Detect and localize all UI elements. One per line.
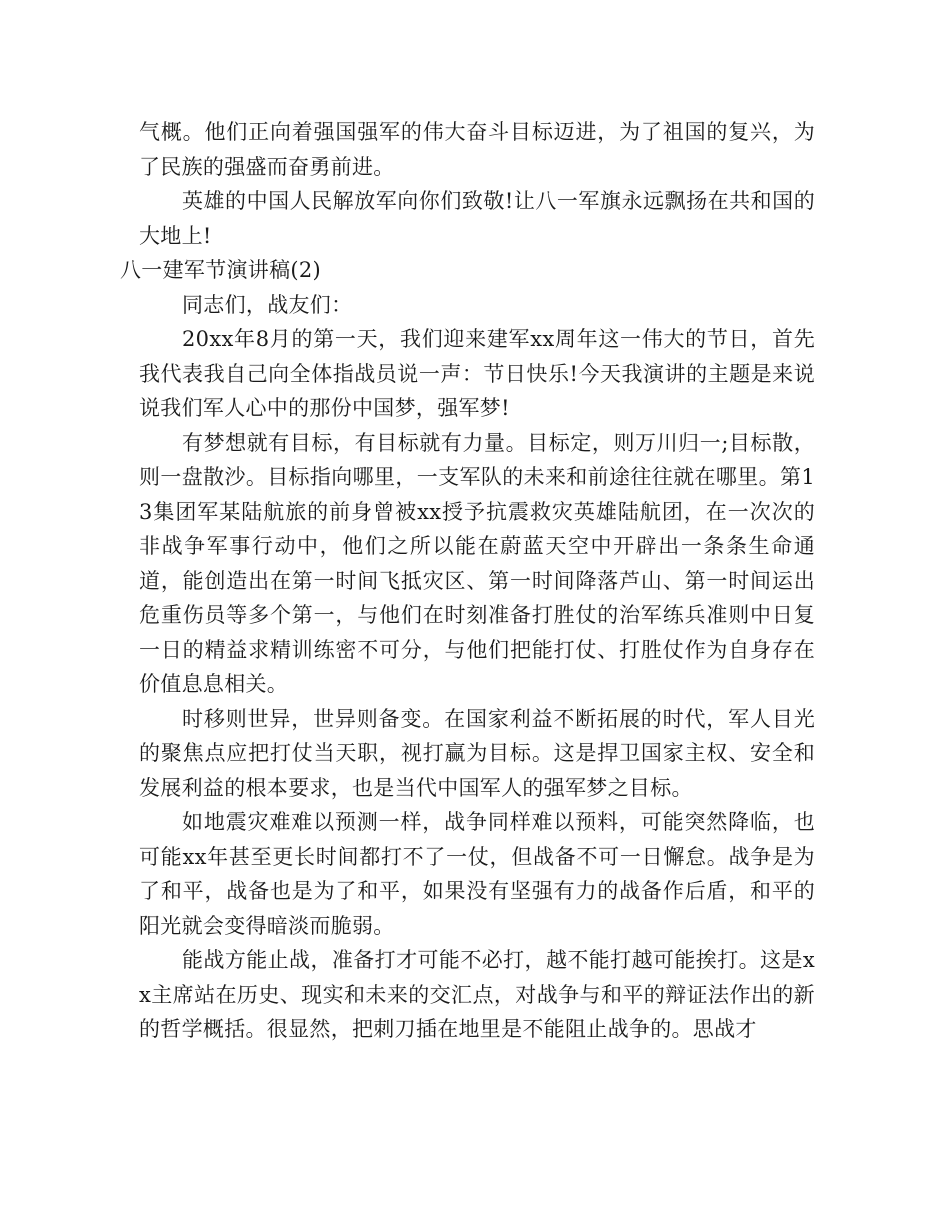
paragraph-times-change: 时移则世异，世异则备变。在国家利益不断拓展的时代，军人目光的聚焦点应把打仗当天职，视打赢为目标。这是捍卫国家主权、安全和发展利益的根本要求，也是当代中国军人的强军梦之目标。 bbox=[139, 706, 815, 800]
paragraph-salute: 英雄的中国人民解放军向你们致敬!让八一军旗永远飘扬在共和国的大地上! bbox=[139, 189, 815, 248]
section-heading: 八一建军节演讲稿(2) bbox=[120, 258, 322, 282]
paragraph-opening: 20xx年8月的第一天，我们迎来建军xx周年这一伟大的节日，首先我代表我自己向全体指战员说一声：节日快乐!今天我演讲的主题是来说说我们军人心中的那份中国梦，强军梦! bbox=[139, 327, 815, 420]
document-body bbox=[120, 115, 815, 1047]
paragraph-stop-war: 能战方能止战，准备打才可能不必打，越不能打越可能挨打。这是xx主席站在历史、现实和未来的交汇点，对战争与和平的辩证法作出的新的哲学概括。很显然，把刺刀插在地里是不能阻止战争的。思战才 bbox=[139, 948, 815, 1041]
paragraph-greeting: 同志们，战友们： bbox=[182, 292, 353, 317]
paragraph-war-readiness: 如地震灾难难以预测一样，战争同样难以预料，可能突然降临，也可能xx年甚至更长时间都打不了一仗，但战备不可一日懈怠。战争是为了和平，战备也是为了和平，如果没有坚强有力的战备作后盾，和平的阳光就会变得暗淡而脆弱。 bbox=[139, 810, 815, 938]
paragraph-dream-goal: 有梦想就有目标，有目标就有力量。目标定，则万川归一;目标散，则一盘散沙。目标指向哪里，一支军队的未来和前途往往就在哪里。第13集团军某陆航旅的前身曾被xx授予抗震救灾英雄陆航团，在一次次的非战争军事行动中，他们之所以能在蔚蓝天空中开辟出一条条生命通道，能创造出在第一时间飞抵灾区、第一时间降落芦山、第一时间运出危重伤员等多个第一，与他们在时刻准备打胜仗的治军练兵准则中日复一日的精益求精训练密不可分，与他们把能打仗、打胜仗作为自身存在价值息息相关。 bbox=[139, 430, 815, 696]
paragraph-continuation: 气概。他们正向着强国强军的伟大奋斗目标迈进，为了祖国的复兴，为了民族的强盛而奋勇前进。 bbox=[139, 120, 815, 179]
